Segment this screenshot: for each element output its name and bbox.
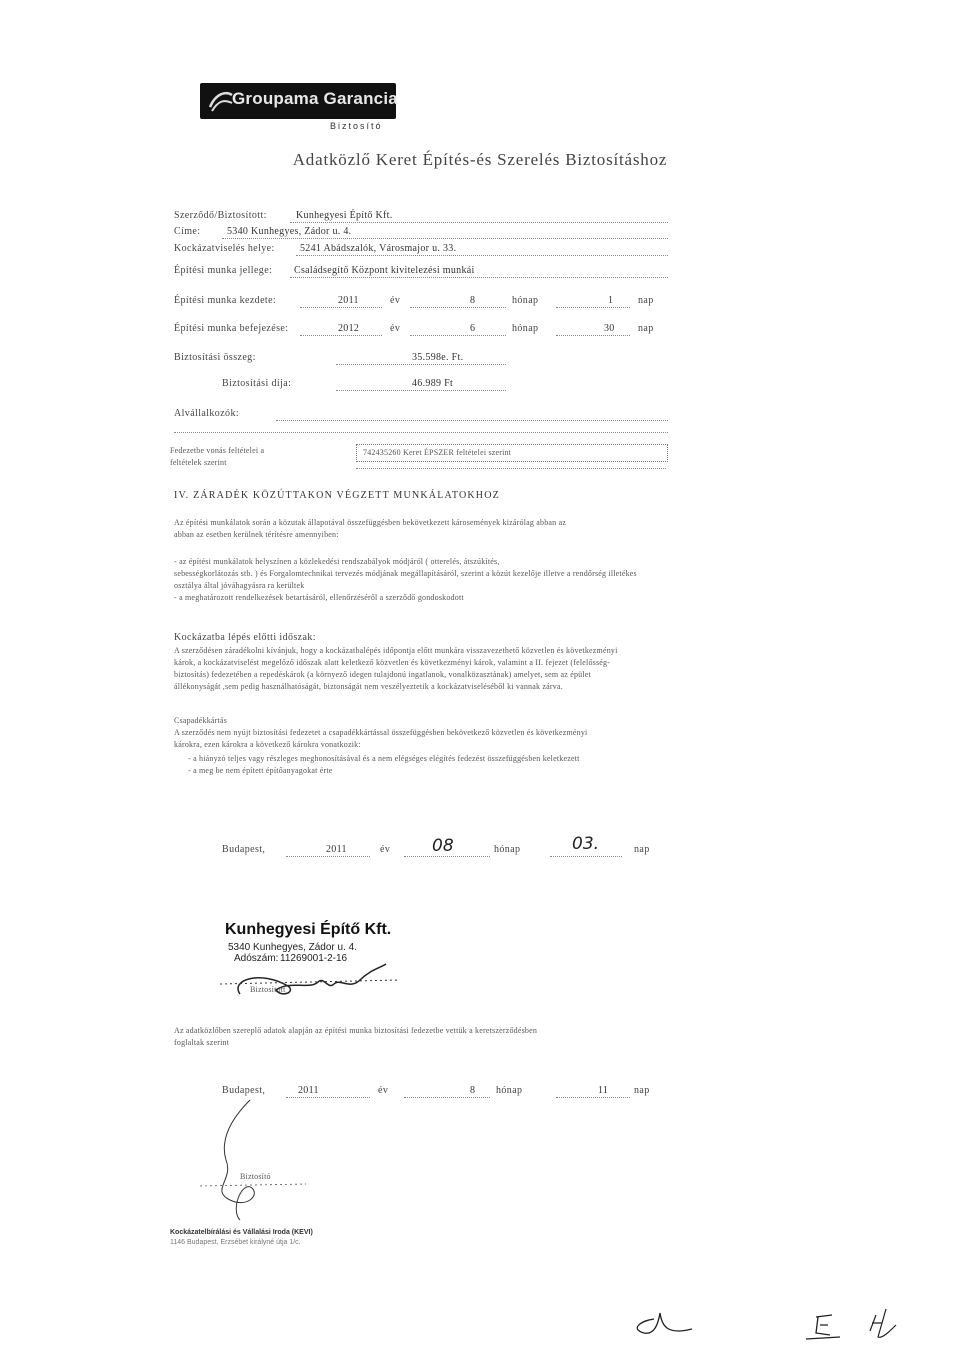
clause-intro-1: Az építési munkálatok során a közutak állapotával összefüggésben bekövetkezett károsemények kizárólag abban az [174,518,567,527]
drain-line-4: - a meg be nem épített építőanyagokat érte [188,766,333,775]
work-label: Építési munka jellege: [174,265,273,276]
premium-label: Biztosítási díja: [222,378,292,389]
contract-label: Szerződő/Biztosított: [174,210,267,221]
start-year: 2011 [338,295,359,306]
end-day: 30 [604,323,615,334]
confirm-month-line [404,1097,490,1098]
clause-item-3: osztálya által jóváhagyásra ra kerültek [174,581,305,590]
coverage-label-2: feltételek szerint [170,458,227,467]
sign1-month-word: hónap [494,844,521,855]
end-month-line [410,335,506,336]
end-label: Építési munka befejezése: [174,323,289,334]
start-year-word: év [390,295,401,306]
stamp-address: 5340 Kunhegyes, Zádor u. 4. [228,942,357,953]
drain-heading: Csapadékkártás [174,716,228,725]
drain-line-2: károkra, ezen károkra a következő károkra vonatkozik: [174,740,361,749]
contract-value: Kunhegyesi Építő Kft. [296,210,393,221]
end-year-word: év [390,323,401,334]
coverage-box [356,444,668,462]
coverage-line [356,468,666,469]
subcontractors-line [276,420,668,421]
stamp-role: Biztosított [250,985,286,994]
drain-line-1: A szerződés nem nyújt biztosítási fedezetet a csapadékkártással összefüggésben bekövetkező közvetlen és következményi [174,728,588,737]
stamp-tax-label: Adószám: [234,953,279,964]
risk-line-2: károk, a kockázatviselést megelőző időszak alatt keletkező közvetlen és következményi károk, valamint a II. fejezet (felelősség- [174,658,611,667]
confirm-place: Budapest, [222,1085,266,1096]
site-label: Kockázatviselés helye: [174,243,275,254]
sign1-year: 2011 [326,844,347,855]
risk-heading: Kockázatba lépés előtti időszak: [174,632,316,643]
clause-heading: IV. ZÁRADÉK KÖZÚTTAKON VÉGZETT MUNKÁLATOKHOZ [174,490,500,501]
start-label: Építési munka kezdete: [174,295,277,306]
initials-icon [620,1305,920,1345]
kevi-name: Kockázatelbírálási és Vállalási Iroda (KEVI) [170,1229,313,1236]
drain-line-3: - a hiányzó teljes vagy részleges meghonosításával és a nem elégséges elégítés fedezést összefüggésben keletkezett [188,754,580,763]
clause-item-2: sebességkorlátozás stb. ) és Forgalomtechnikai tervezés módjának megállapításáról, szerint a közút kezelője illetve a rendőrség illetékes [174,569,637,578]
confirm-month-word: hónap [496,1085,523,1096]
confirm-day-word: nap [634,1085,650,1096]
page-title: Adatközlő Keret Építés-és Szerelés Biztosításhoz [292,150,668,169]
signature-icon [200,950,400,1010]
sum-label: Biztosítási összeg: [174,352,256,363]
sign1-month: 08 [432,836,454,856]
brand-sub: Biztosító [330,121,383,131]
end-month: 6 [470,323,476,334]
confirm-year-line [286,1097,370,1098]
sign1-day-word: nap [634,844,650,855]
coverage-value: 742435260 Keret ÉPSZER feltételei szerint [363,448,512,457]
work-value: Családsegítő Központ kivitelezési munkái [294,265,475,276]
risk-line-4: állékonyságát ,sem pedig használhatóságát, biztonságát nem veszélyeztetik a kockázatviseléséből ki vannak zárva. [174,682,563,691]
end-day-word: nap [638,323,654,334]
confirm-day: 11 [598,1085,609,1096]
clause-intro-2: abban az esetben kerülnek térítésre amennyiben: [174,530,339,539]
start-day-word: nap [638,295,654,306]
clause-item-1: - az építési munkálatok helyszínen a közlekedési rendszabályok módjáról ( otterelés, átszúkítés, [174,557,500,566]
risk-line-3: biztosítás) fedezetében a repedéskárok (a környező idegen tulajdonú ingatlanok, vonalközasztának) amelyet, sem az épület [174,670,591,679]
sign1-year-word: év [380,844,391,855]
subcontractors-line-2 [174,432,668,433]
insurer-signature-icon [190,1100,310,1230]
start-month-word: hónap [512,295,539,306]
contract-line [290,222,668,223]
start-month: 8 [470,295,476,306]
stamp-tax-value: 11269001-2-16 [280,953,348,964]
end-day-line [556,335,630,336]
premium-value: 46.989 Ft [412,378,454,389]
sign1-day: 03. [572,834,600,854]
confirm-text-2: foglaltak szerint [174,1038,230,1047]
confirm-month: 8 [470,1085,476,1096]
address-label: Címe: [174,226,201,237]
sign1-year-line [286,856,370,857]
site-value: 5241 Abádszalók, Városmajor u. 33. [300,243,457,254]
confirm-text-1: Az adatközlőben szereplő adatok alapján az építési munka biztosítási fedezetbe vettük a keretszerződésben [174,1026,538,1035]
end-year: 2012 [338,323,360,334]
confirm-role: Biztosító [240,1172,271,1181]
start-year-line [300,307,382,308]
clause-item-4: - a meghatározott rendelkezések betartásáról, ellenőrzéséről a szerződő gondoskodott [174,593,464,602]
stamp-company: Kunhegyesi Építő Kft. [225,921,392,938]
risk-line-1: A szerződésen záradékolni kívánjuk, hogy a kockázatbalépés időpontja előtt munkára visszavezethető közvetlen és következményi [174,646,618,655]
coverage-label-1: Fedezetbe vonás feltételei a [170,446,265,455]
start-month-line [410,307,506,308]
sign1-place: Budapest, [222,844,266,855]
sum-line [336,364,506,365]
end-year-line [300,335,382,336]
confirm-year: 2011 [298,1085,319,1096]
premium-line [336,390,506,391]
start-day-line [556,307,630,308]
start-day: 1 [608,295,614,306]
sum-value: 35.598e. Ft. [412,352,464,363]
sign1-day-line [550,856,622,857]
brand-name: Groupama Garancia [232,89,398,108]
kevi-address: 1146 Budapest, Erzsébet királyné útja 1/c. [170,1239,301,1246]
logo-swirl-icon [208,89,234,113]
confirm-year-word: év [378,1085,389,1096]
address-line [222,238,668,239]
confirm-day-line [556,1097,630,1098]
site-line [296,255,668,256]
work-line [290,277,668,278]
sign1-month-line [404,856,490,857]
end-month-word: hónap [512,323,539,334]
subcontractors-label: Alvállalkozók: [174,408,240,419]
address-value: 5340 Kunhegyes, Zádor u. 4. [227,226,352,237]
